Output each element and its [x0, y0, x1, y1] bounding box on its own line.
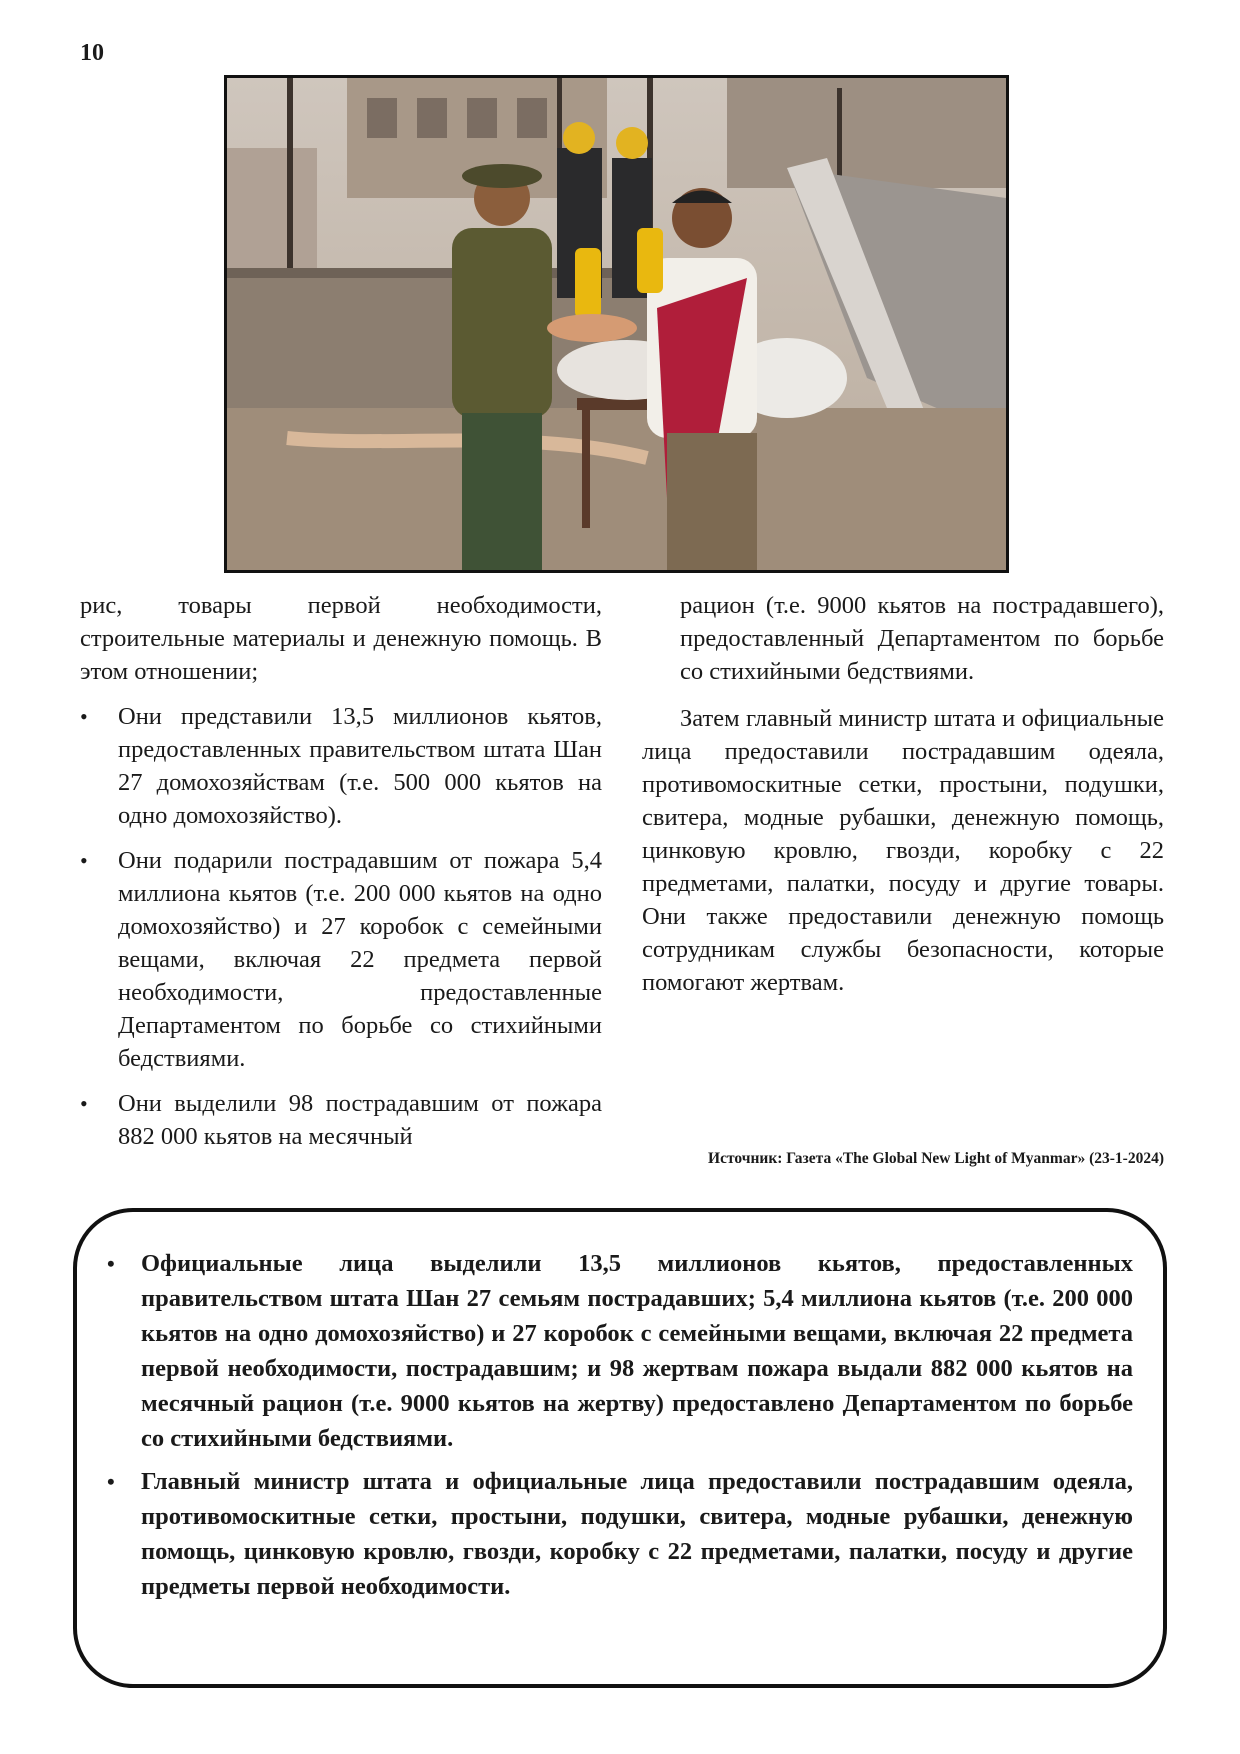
page-number: 10: [80, 40, 104, 66]
summary-box: [73, 1208, 1167, 1688]
summary-item: • Официальные лица выделили 13,5 миллионов кьятов, предоставленных правительством штата Шан 27 семьям пострадавших; 5,4 миллиона кьятов (т.е. 200 000 кьятов на одно домохозяйство) и 27 коробок с семейными вещами, включая 22 предмета первой необходимости, пострадавшим; и 98 жертвам пожара выдали 882 000 кьятов на месячный рацион (т.е. 9000 кьятов на жертву) предоставлено Департаментом по борьбе со стихийными бедствиями.: [107, 1246, 1133, 1456]
summary-list: [107, 1246, 1133, 1604]
left-intro: рис, товары первой необходимости, строительные материалы и денежную помощь. В этом отношении;: [80, 592, 602, 685]
news-photo: [224, 75, 1009, 573]
summary-item: • Главный министр штата и официальные лица предоставили пострадавшим одеяла, противомоскитные сетки, простыни, подушки, свитера, модные рубашки, денежную помощь, цинковую кровлю, гвозди, коробку с 22 предметами, палатки, посуду и другие предметы первой необходимости.: [107, 1464, 1133, 1604]
right-paragraph: Затем главный министр штата и официальные лица предоставили пострадавшим одеяла, противомоскитные сетки, простыни, подушки, свитера, модные рубашки, денежную помощь, цинковую кровлю, гвозди, коробку с 22 предметами, палатки, посуду и другие товары. Они также предоставили денежную помощь сотрудникам службы безопасности, которые помогают жертвам.: [642, 705, 1164, 996]
aid-bullet-item: • Они подарили пострадавшим от пожара 5,4 миллиона кьятов (т.е. 200 000 кьятов на одно домохозяйство) и 27 коробок с семейными вещами, включая 22 предмета первой необходимости, предоставленные Департаментом по борьбе со стихийными бедствиями.: [80, 844, 602, 1075]
right-continuation: рацион (т.е. 9000 кьятов на пострадавшего), предоставленный Департаментом по борьбе со стихийными бедствиями.: [680, 592, 1164, 685]
right-column: [642, 589, 1164, 999]
aid-handover-photo: [227, 78, 1006, 570]
source-credit: Источник: Газета «The Global New Light of Myanmar» (23-1-2024): [708, 1150, 1164, 1167]
left-column: [80, 589, 602, 1165]
aid-bullet-item: • Они выделили 98 пострадавшим от пожара 882 000 кьятов на месячный: [80, 1087, 602, 1153]
aid-bullet-list: [80, 700, 602, 1153]
aid-bullet-item: • Они представили 13,5 миллионов кьятов, предоставленных правительством штата Шан 27 домохозяйствам (т.е. 500 000 кьятов на одно домохозяйство).: [80, 700, 602, 832]
